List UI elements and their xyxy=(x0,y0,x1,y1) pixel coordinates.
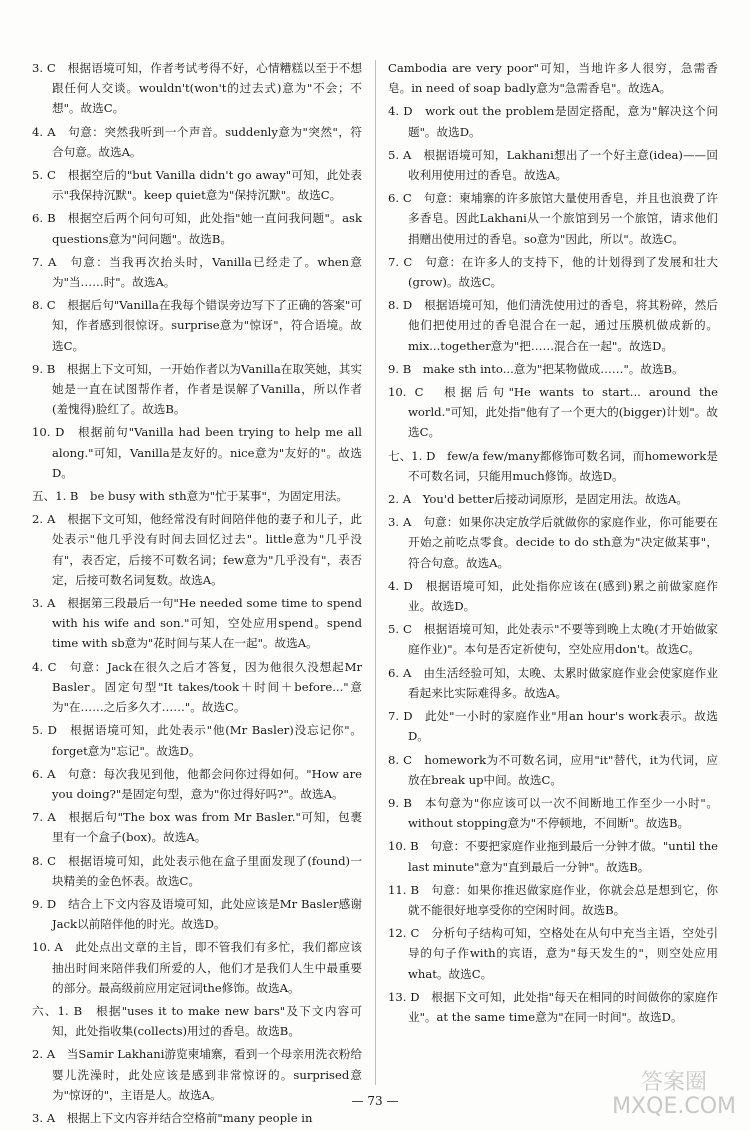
section-5-item-1: 五、1. B be busy with sth意为"忙于某事"，为固定用法。 xyxy=(32,489,348,504)
answer-item: 7. A 根据后句"The box was from Mr Basler."可知，包裹里有一个盒子(box)。故选A。 xyxy=(32,810,362,845)
answer-item: 6. B 根据空后两个问句可知，此处指"她一直问我问题"。ask questions意为"问问题"。故选B。 xyxy=(32,211,362,246)
answer-item: 8. D 根据语境可知，他们清洗使用过的香皂，将其粉碎，然后他们把使用过的香皂混合在一起，通过压膜机做成新的。mix...together意为"把……混合在一起"。故选D。 xyxy=(388,298,718,353)
watermark-logo: 答案圈 MXQE.COM xyxy=(612,1070,736,1119)
answer-item: 12. C 分析句子结构可知，空格处在从句中充当主语，空处引导的句子作with的宾语，意为"每天发生的"，则空处应用what。故选C。 xyxy=(388,926,718,981)
answer-item: 2. A 当Samir Lakhani游览柬埔寨，看到一个母亲用洗衣粉给婴儿洗澡时，此处应该是感到非常惊讶的。surprised意为"惊讶的"，主语是人。故选A。 xyxy=(32,1047,362,1102)
answer-item: 5. D 根据语境可知，此处表示"他(Mr Basler)没忘记你"。forget意为"忘记"。故选D。 xyxy=(32,723,362,758)
answer-item: 2. A 根据下文可知，他经常没有时间陪伴他的妻子和儿子，此处表示"他几乎没有时间去回忆过去"。little意为"几乎没有"，表否定，后接不可数名词；few意为"几乎没有"，表否定，后接可数名词复数。故选A。 xyxy=(32,512,362,587)
right-column xyxy=(388,58,718,1030)
answer-item: 10. C 根据后句"He wants to start... around the world."可知，此处指"他有了一个更大的(bigger)计划"。故选C。 xyxy=(388,385,718,440)
answer-item: 5. A 根据语境可知，Lakhani想出了一个好主意(idea)——回收利用使用过的香皂。故选A。 xyxy=(388,147,718,183)
answer-item: 7. A 句意：当我再次抬头时，Vanilla已经走了。when意为"当……时"。故选A。 xyxy=(32,254,362,290)
column-divider xyxy=(375,60,376,1085)
answer-item: 9. B 本句意为"你应该可以一次不间断地工作至少一小时"。without stopping意为"不停顿地，不间断"。故选B。 xyxy=(388,795,718,831)
answer-item: 10. A 此处点出文章的主旨，即不管我们有多忙，我们都应该抽出时间来陪伴我们所爱的人，他们才是我们人生中最重要的部分。最高级前应用定冠词the修饰。故选A。 xyxy=(32,940,362,995)
answer-item: 13. D 根据下文可知，此处指"每天在相同的时间做你的家庭作业"。at the same time意为"在同一时间"。故选D。 xyxy=(388,989,718,1024)
answer-item: 4. C 句意：Jack在很久之后才答复，因为他很久没想起Mr Basler。固定句型"It takes/took＋时间＋before..."意为"在……之后多久才……"。故选C。 xyxy=(32,659,362,715)
answer-item: 7. D 此处"一小时的家庭作业"用an hour's work表示。故选D。 xyxy=(388,709,718,744)
answer-item: 5. C 根据空后的"but Vanilla didn't go away"可知，此处表示"我保持沉默"。keep quiet意为"保持沉默"。故选C。 xyxy=(32,168,362,203)
answer-item: 4. D 根据语境可知，此处指你应该在(感到)累之前做家庭作业。故选D。 xyxy=(388,578,718,614)
answer-item: 10. B 句意：不要把家庭作业拖到最后一分钟才做。"until the last minute"意为"直到最后一分钟"。故选B。 xyxy=(388,839,718,874)
answer-item: 7. C 句意：在许多人的支持下，他的计划得到了发展和壮大(grow)。故选C。 xyxy=(388,254,718,290)
answer-item: 9. D 结合上下文内容及语境可知，此处应该是Mr Basler感谢Jack以前陪伴他的时光。故选D。 xyxy=(32,896,362,932)
answer-item: 6. C 句意：柬埔寨的许多旅馆大量使用香皂，并且也浪费了许多香皂。因此Lakhani从一个旅馆到另一个旅馆，请求他们捐赠出使用过的香皂。so意为"因此，所以"。故选C。 xyxy=(388,191,718,246)
answer-item: 4. D work out the problem是固定搭配，意为"解决这个问题"。故选D。 xyxy=(388,104,718,139)
answer-item: 9. B make sth into...意为"把某物做成……"。故选B。 xyxy=(388,361,684,376)
answer-item: 3. A 句意：如果你决定放学后就做你的家庭作业，你可能要在开始之前吃点零食。decide to do sth意为"决定做某事"，符合句意。故选A。 xyxy=(388,515,718,570)
answer-item: 3. A 根据第三段最后一句"He needed some time to spend with his wife and son."可知，空处应用spend。spend time with sb意为"花时间与某人在一起"。故选A。 xyxy=(32,596,362,651)
answer-item: 4. A 句意：突然我听到一个声音。suddenly意为"突然"，符合句意。故选A。 xyxy=(32,124,362,159)
left-column xyxy=(32,58,362,1131)
page-number: — 73 — xyxy=(351,1094,399,1108)
answer-item: 6. A 由生活经验可知，太晚、太累时做家庭作业会使家庭作业看起来比实际难得多。故选A。 xyxy=(388,665,718,700)
answer-item: 11. B 句意：如果你推迟做家庭作业，你就会总是想到它，你就不能很好地享受你的空闲时间。故选B。 xyxy=(388,882,718,917)
answer-item: 8. C 根据语境可知，此处表示他在盒子里面发现了(found)一块精美的金色怀表。故选C。 xyxy=(32,853,362,888)
answer-item: 5. C 根据语境可知，此处表示"不要等到晚上太晚(才开始做家庭作业)"。本句是否定祈使句，空处应用don't。故选C。 xyxy=(388,622,718,657)
section-7-item-1: 七、1. D few/a few/many都修饰可数名词，而homework是不可数名词，只能用much修饰。故选D。 xyxy=(388,448,718,483)
answer-item: 10. D 根据前句"Vanilla had been trying to help me all along."可知，Vanilla是友好的。nice意为"友好的"。故选D。 xyxy=(32,425,362,480)
answer-item-continued: Cambodia are very poor"可知，当地许多人很穷，急需香皂。in need of soap badly意为"急需香皂"。故选A。 xyxy=(388,61,718,96)
answer-item: 6. A 句意：每次我见到他，他都会问你过得如何。"How are you doing?"是固定句型，意为"你过得好吗?"。故选A。 xyxy=(32,766,362,801)
section-6-item-1: 六、1. B 根据"uses it to make new bars"及下文内容可知，此处指收集(collects)用过的香皂。故选B。 xyxy=(32,1003,362,1039)
answer-item: 9. B 根据上下文可知，一开始作者以为Vanilla在取笑她，其实她是一直在试图帮作者，作者是误解了Vanilla，所以作者(羞愧得)脸红了。故选B。 xyxy=(32,361,362,417)
answer-item: 8. C homework为不可数名词，应用"it"替代，it为代词，应放在break up中间。故选C。 xyxy=(388,752,718,787)
answer-item: 2. A You'd better后接动词原形，是固定用法。故选A。 xyxy=(388,492,688,507)
answer-item: 3. C 根据语境可知，作者考试考得不好，心情糟糕以至于不想跟任何人交谈。wouldn't(won't的过去式)意为"不会；不想"。故选C。 xyxy=(32,61,362,116)
answer-item: 8. C 根据后句"Vanilla在我每个错误旁边写下了正确的答案"可知，作者感到很惊讶。surprise意为"惊讶"，符合语境。故选C。 xyxy=(32,298,362,353)
answer-item: 3. A 根据上下文内容并结合空格前"many people in xyxy=(32,1110,313,1125)
